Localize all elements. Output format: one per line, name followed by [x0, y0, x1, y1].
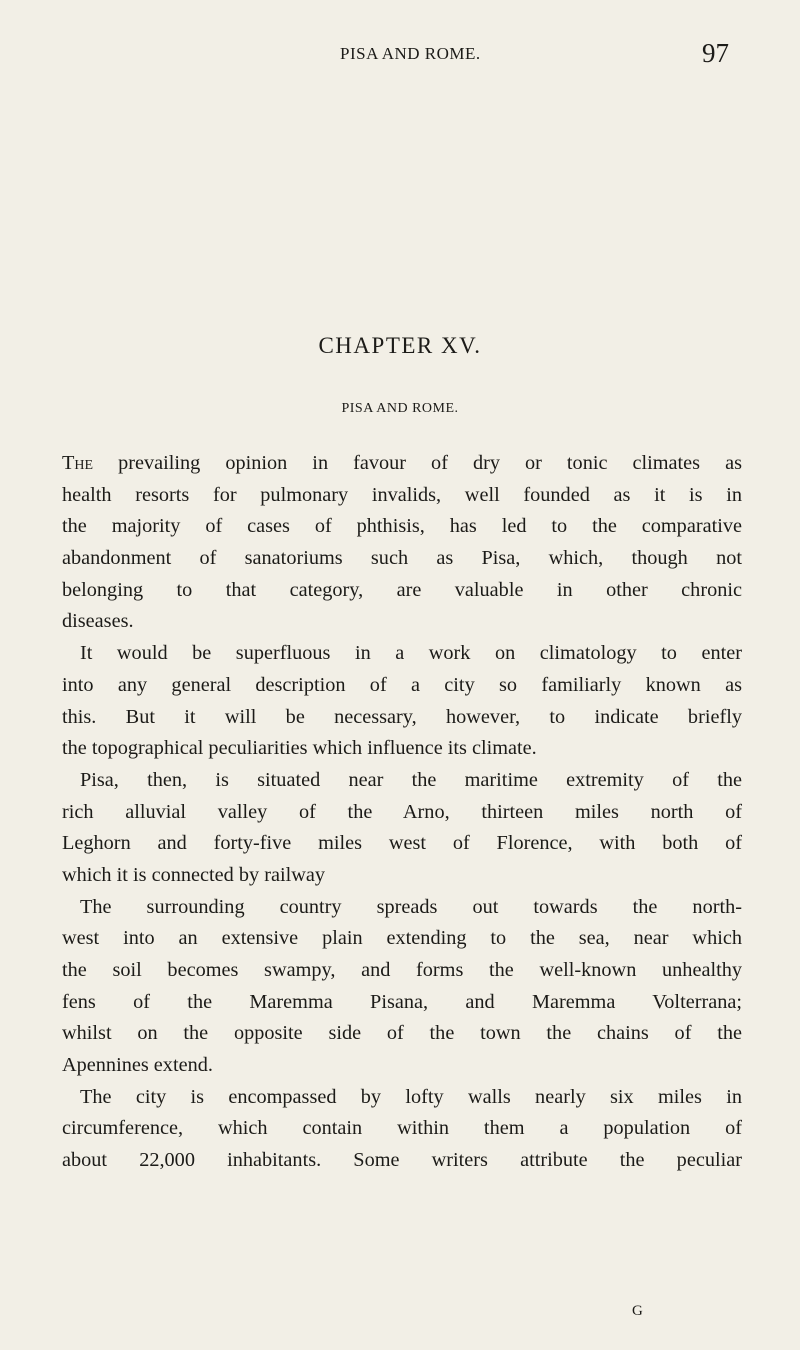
body-text: [62, 448, 742, 1177]
text-line: diseases.: [62, 610, 134, 633]
lead-word: The: [62, 452, 94, 474]
text-line: abandonment of sanatoriums such as Pisa, which, though not: [62, 547, 742, 570]
text-line: The surrounding country spreads out towards the north-: [80, 895, 742, 918]
text-line: [62, 448, 742, 480]
text-line: which it is connected by railway: [62, 863, 326, 886]
running-title: PISA AND ROME.: [340, 44, 481, 63]
text-line: belonging to that category, are valuable in other chronic: [62, 578, 742, 601]
signature-mark: G: [632, 1303, 643, 1319]
text-line: circumference, which contain within them a population of: [62, 1117, 742, 1140]
text-line: The city is encompassed by lofty walls nearly six miles in: [80, 1085, 742, 1108]
text-line: the soil becomes swampy, and forms the well-known unhealthy: [62, 959, 742, 981]
text-line: west into an extensive plain extending to the sea, near which: [62, 927, 742, 950]
text-line: about 22,000 inhabitants. Some writers attribute the peculiar: [62, 1149, 742, 1172]
text-line: the topographical peculiarities which influence its climate.: [62, 737, 537, 760]
text-line: fens of the Maremma Pisana, and Maremma Volterrana;: [62, 990, 742, 1013]
text-line: into any general description of a city so familiarly known as: [62, 673, 742, 696]
page-number: 97: [702, 38, 729, 68]
text-line: whilst on the opposite side of the town the chains of the: [62, 1022, 742, 1045]
text-line: health resorts for pulmonary invalids, well founded as it is in: [62, 483, 742, 506]
text-line-content: prevailing opinion in favour of dry or tonic climates as: [93, 452, 742, 474]
text-line: the majority of cases of phthisis, has led to the comparative: [62, 515, 742, 538]
text-line: Pisa, then, is situated near the maritime extremity of the: [80, 768, 742, 791]
text-line: Apennines extend.: [62, 1054, 213, 1077]
text-line: this. But it will be necessary, however, to indicate briefly: [62, 705, 742, 728]
section-heading: PISA AND ROME.: [341, 401, 459, 416]
text-line: Leghorn and forty-five miles west of Florence, with both of: [62, 832, 742, 855]
running-head: [0, 34, 800, 74]
text-line: rich alluvial valley of the Arno, thirteen miles north of: [62, 800, 742, 823]
chapter-heading: CHAPTER XV.: [318, 333, 482, 358]
text-line: It would be superfluous in a work on climatology to enter: [80, 642, 742, 665]
